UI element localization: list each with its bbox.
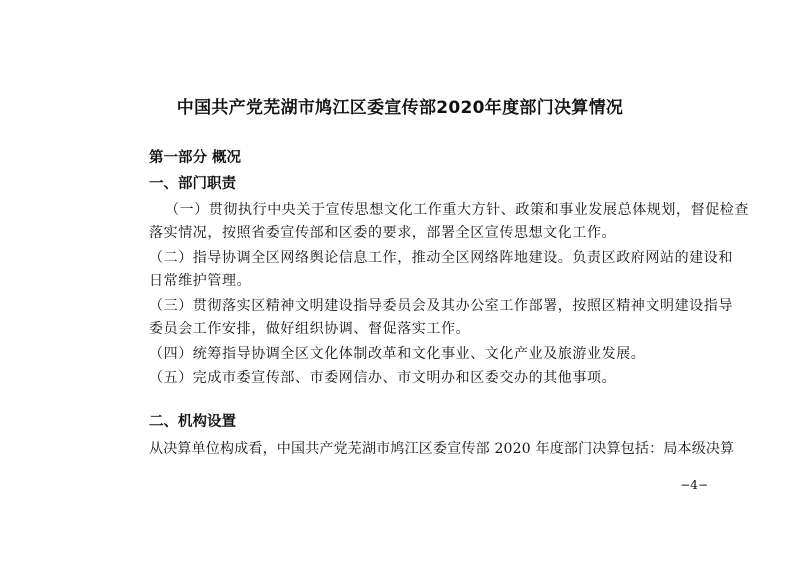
section-heading-duties: 一、部门职责 — [149, 176, 236, 192]
duty-paragraph-line: 落实情况，按照省委宣传部和区委的要求，部署全区宣传思想文化工作。 — [149, 225, 617, 241]
duty-paragraph-line: （四）统筹指导协调全区文化体制改革和文化事业、文化产业及旅游业发展。 — [149, 346, 646, 362]
section-heading-structure: 二、机构设置 — [149, 414, 236, 430]
duty-paragraph-line: 委员会工作安排，做好组织协调、督促落实工作。 — [149, 321, 471, 337]
duty-paragraph-line: （五）完成市委宣传部、市委网信办、市文明办和区委交办的其他事项。 — [149, 370, 617, 386]
duty-paragraph-line: （三）贯彻落实区精神文明建设指导委员会及其办公室工作部署，按照区精神文明建设指导 — [149, 298, 733, 314]
duty-paragraph-line: （二）指导协调全区网络舆论信息工作，推动全区网络阵地建设。负责区政府网站的建设和 — [149, 250, 733, 266]
page-number: −4− — [680, 478, 708, 492]
structure-paragraph-line: 从决算单位构成看，中国共产党芜湖市鸠江区委宣传部 2020 年度部门决算包括：局本级决算 — [149, 441, 735, 457]
duty-paragraph-line: 日常维护管理。 — [149, 273, 252, 289]
duty-paragraph-line: （一）贯彻执行中央关于宣传思想文化工作重大方针、政策和事业发展总体规划，督促检查 — [165, 202, 749, 218]
part-heading: 第一部分 概况 — [149, 150, 242, 166]
document-title: 中国共产党芜湖市鸠江区委宣传部2020年度部门决算情况 — [176, 98, 624, 118]
